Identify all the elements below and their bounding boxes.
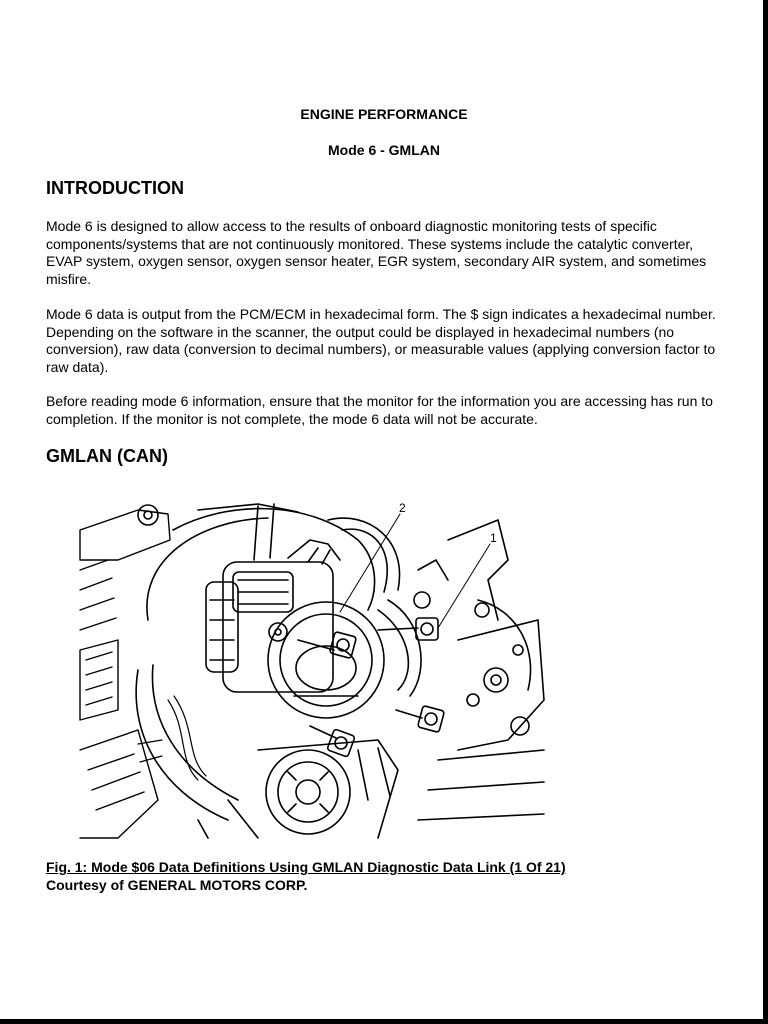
introduction-heading: INTRODUCTION [46,178,184,198]
throttle-body [206,540,384,718]
intake-pipes [254,504,421,696]
engine-line-drawing [78,500,546,840]
gmlan-heading: GMLAN (CAN) [46,446,168,466]
callout-label-2: 2 [399,501,406,515]
document-header-title: ENGINE PERFORMANCE [300,106,468,122]
document-header-subtitle: Mode 6 - GMLAN [328,142,440,158]
figure-caption: Fig. 1: Mode $06 Data Definitions Using GMLAN Diagnostic Data Link (1 Of 21) [46,859,566,875]
intro-paragraph-1: Mode 6 is designed to allow access to the results of onboard diagnostic monitoring tests of specific components/systems that are not continuously monitored. These systems include the catalytic converter, EVAP system, oxygen sensor, oxygen sensor heater, EGR system, secondary AIR system, and sometimes misfire. [46,218,707,287]
engine-block-right [414,520,544,820]
bolts [298,618,444,757]
throttle-body-illustration [78,500,546,840]
callout-label-1: 1 [490,531,497,545]
intro-paragraph-3: Before reading mode 6 information, ensure that the monitor for the information you are accessing has run to completion. If the monitor is not complete, the mode 6 data will not be accurate. [46,393,713,427]
figure-credit: Courtesy of GENERAL MOTORS CORP. [46,877,308,893]
engine-block-left [80,510,170,838]
alternator [198,740,398,838]
intro-paragraph-2: Mode 6 data is output from the PCM/ECM in hexadecimal form. The $ sign indicates a hexadecimal number. Depending on the software in the scanner, the output could be displayed in hexadecimal numbers (no conversion), raw data (conversion to decimal numbers), or measurable values (applying conversion factor to raw data). [46,306,716,375]
